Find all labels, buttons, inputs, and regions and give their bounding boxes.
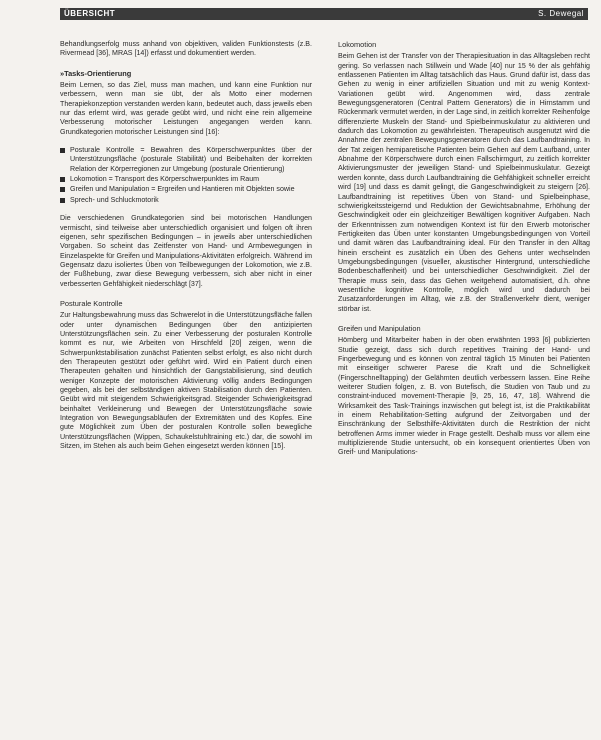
heading-task-orientation: »Tasks-Orientierung — [60, 68, 132, 78]
task-orientation-paragraph: Beim Lernen, so das Ziel, muss man machen, und kann eine Funktion nur verbessern, wenn man sie übt, der als Motto einer modernen Therapiekonzeption verstanden werden kann, bedeutet auch, dass jeweils eben nur das erlernt wird, was gerade geübt wird, und nicht eine rein allgemeine Verbesserung motorischer Leistungen angegangen werden kann. Grundkategorien motorischer Leistungen sind [16]: — [60, 81, 312, 136]
categories-paragraph: Die verschiedenen Grundkategorien sind bei motorischen Handlungen vermischt, sind teilweise aber unterschiedlich organisiert und folgen oft ihren eigenen, sehr spezifischen Bedingungen – in jeweils aber unterschiedlichen Vorgaben. So scheint das Zeitfenster von Hand- und Armbewegungen in Einzelaspekte für Greifen und Manipulations-Aktivitäten erfolgreich. Während im Gegensatz dazu isoliertes Üben von Teilbewegungen der Lokomotion, wie z.B. der Fußhebung, zwar diese Bewegung verbessern, sich aber nicht in einer verbesserten Gehfähigkeit niederschlägt [37]. — [60, 214, 312, 288]
list-item: Sprech- und Schluckmotorik — [60, 196, 312, 205]
heading-locomotion: Lokomotion — [338, 40, 377, 49]
list-item: Lokomotion = Transport des Körperschwerpunktes im Raum — [60, 175, 312, 184]
right-column — [338, 40, 590, 467]
grasp-manipulation-paragraph: Hömberg und Mitarbeiter haben in der oben erwähnten 1993 [6] publizierten Studie gezeigt, dass sich durch repetitives Training der Hand- und Fingerbewegung und es können von zentral täglich 15 Minuten bei Patienten mit einseitiger schwerer Parese die Kraft und die Schnelligkeit (Fingerschnelltapping) der Gelähmten deutlich verbessern lassen. Eine Reihe weiterer Studien folgen, z. B. von Butefisch, die Studien von Taub und zu constraint-induced movement-Therapie [9, 25, 16, 47, 18]. Während die Wirksamkeit des Task-Trainings inzwischen gut belegt ist, ist die Praktikabilität in einem Rehabilitation-Setting aufgrund der Zeitvorgaben und der Einschränkung der Selbsthilfe-Aktivitäten durch die Restriktion der nicht betroffenen Arms immer wieder in Frage gestellt. Deshalb muss vor allem eine multiplizierende Studie untersucht, ob ein konsequent orientiertes Üben von Greif- und Manipulations- — [338, 336, 590, 457]
motor-categories-list — [60, 146, 312, 205]
left-column — [60, 40, 312, 460]
page-header-bar — [60, 8, 588, 20]
list-item: Greifen und Manipulation = Ergreifen und Hantieren mit Objekten sowie — [60, 185, 312, 194]
heading-postural-control: Posturale Kontrolle — [60, 298, 123, 308]
section-label: ÜBERSICHT — [64, 9, 116, 18]
author-running-head: S. Dewegal — [538, 9, 584, 18]
intro-paragraph: Behandlungserfolg muss anhand von objektiven, validen Funktionstests (z.B. Rivermead [36], MRAS [14]) erfasst und dokumentiert werden. — [60, 40, 312, 58]
list-item: Posturale Kontrolle = Bewahren des Körperschwerpunktes über der Unterstützungsfläche (posturale Stabilität) und Beibehalten der korrekten Relation der Körperregionen zur Umgebung (posturale Orientierung) — [60, 146, 312, 174]
heading-grasp-manipulation: Greifen und Manipulation — [338, 323, 421, 333]
locomotion-paragraph: Beim Gehen ist der Transfer von der Therapiesituation in das Alltagsleben recht gering. So verlassen nach Stillwein und Wade [40] nur 15 % der als gehfähig entlassenen Patienten im Alltag tatsächlich das Haus. Grund dafür ist, dass das Gehen zu wenig in einer artifiziellen Situation und mit zu wenig Kontext-Variationen geübt wird. Angenommen wird, dass zentrale Bewegungsgeneratoren (Central Pattern Generators) die in Hirnstamm und Rückenmark vermutet werden, in der Lage sind, in zeitlich korrekter Reihenfolge differenzierte Muskeln der Stand- und Spielbeinmuskulatur zu aktivieren und dadurch das Lokomotion zu gewährleisten. Therapeutisch ausgenutzt wird die Annahme der zentralen Bewegungsgeneratoren durch das Laufbandtraining. In der Tat zeigen hemiparetische Patienten beim Gehen auf dem Laufband, unter Abnahme der Körperschwere durch einen Fallschirmgurt, zu zeitlich korrekter Aktivierungsmuster der jeweiligen Stand- und Spielbeinmuskulatur. Gezeigt werden konnte, dass durch Laufbandtraining die Gehfähigkeit schneller erreicht wird [19] und dass es damit gelingt, die Gangeschwindigkeit zu steigern [26]. Laufbandtraining ist repetitives Üben von Stand- und Spielbeinphase, schwierigkeitssteigernd und Reduktion der Gewichtsabnahme, Erhöhung der Geschwindigkeit oder ein gleichzeitiger Bewältigen kognitiver Aufgaben. Nach der Erkenntnissen zum notwendigen Kontext ist für den Erwerb motorischer Fertigkeiten das Üben unter konstanten Umgebungsbedingungen von Vorteil und damit wären das Laufbandtraining ideal. Für den Transfer in den Alltag hinein erscheint es zusätzlich ein Üben des Gehens unter wechselnden Umgebungsbedingungen (visueller, akustischer Hintergrund, unterschiedliche Bodenbeschaffenheit) und bei unterschiedlicher Geschwindigkeit. Ziel der Therapie muss sein, dass das Gehen weitgehend automatisiert, d.h. ohne wesentliche kognitive Kontrolle, möglich wird und dadurch bei Zusatzanforderungen im Alltag, wie z.B. der Straßenverkehr dient, weniger störbar ist. — [338, 52, 590, 313]
postural-control-paragraph: Zur Haltungsbewahrung muss das Schwerelot in die Unterstützungsfläche fallen oder unter dynamischen Bedingungen über den antizipierten Unterstützungsflächen sein. Zu einer Verbesserung der posturalen Kontrolle kommt es nur, wie Arbeiten von Hirschfeld [20] zeigen, wenn die Schwerpunktstabilisation zunächst Patienten selbst erfolgt, es also nicht durch den Therapeuten gestützt oder geführt wird. Wird ein Patient durch einen Therapeuten gehalten und hinsichtlich der Gangstabilisierung, sind deutlich weniger Konzepte der motorischen Aktivierung völlig anders Bedingungen gegeben, als bei der selbständigen aktiven Stabilisation durch den Patienten. Geübt wird mit steigendem Schwierigkeitsgrad. Steigender Schwierigkeitsgrad beinhaltet Verkleinerung und Bewegen der Unterstützungsfläche sowie Integration von Bewegungsabläufen der Extremitäten und des Kopfes. Eine gute Möglichkeit zum Üben der posturalen Kontrolle sollen bewegliche Unterstützungsflächen (Wippen, Schaukelstuhltraining etc.) dar, die sowohl im Sitzen, im Stehen als auch beim Gehen eingesetzt werden können [15]. — [60, 311, 312, 451]
